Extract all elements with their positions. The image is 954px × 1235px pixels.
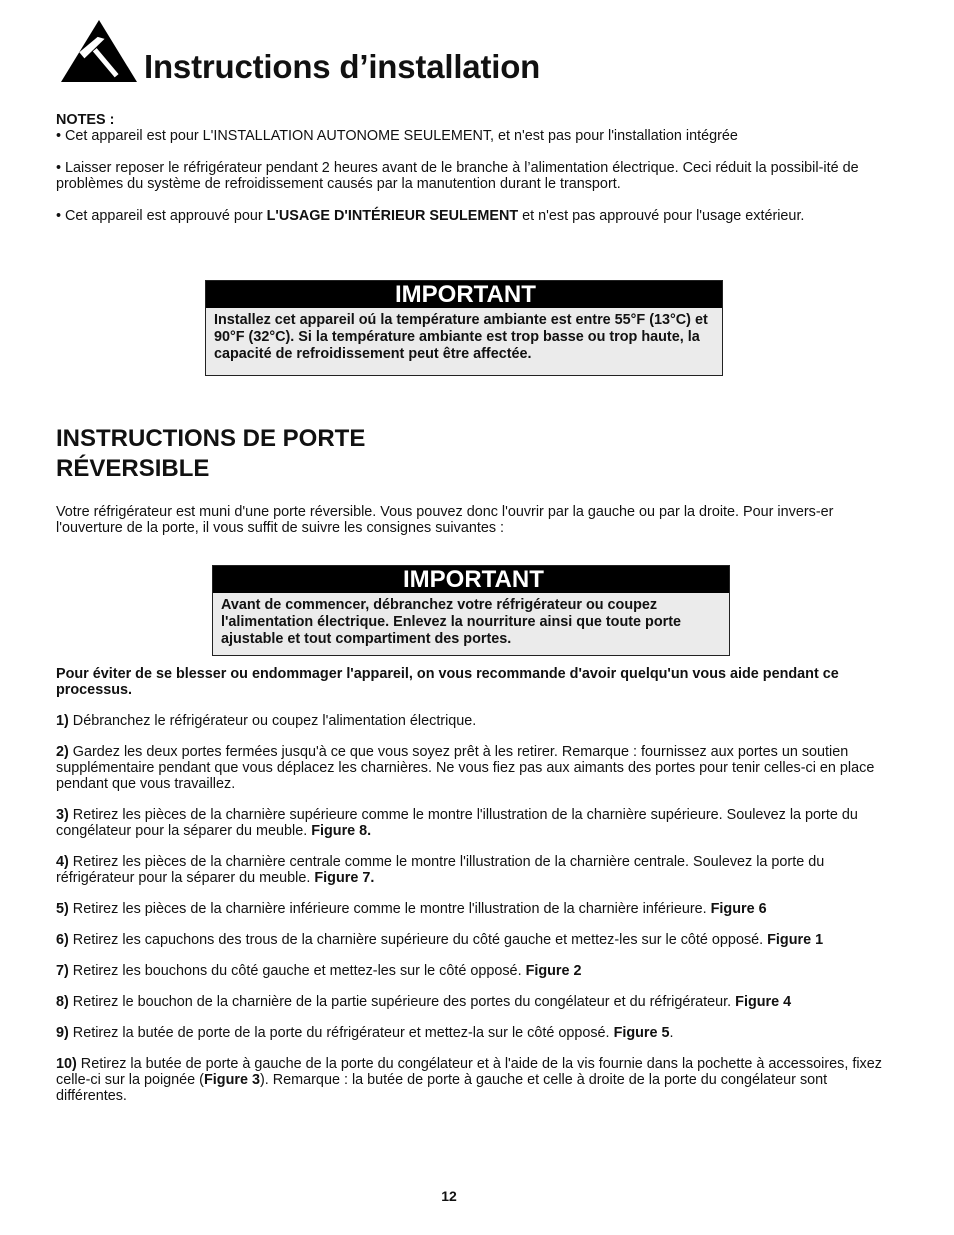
section-title-line: RÉVERSIBLE <box>56 455 210 482</box>
step-text: Gardez les deux portes fermées jusqu'à ce que vous soyez prêt à les retirer. Remarque : fournissez aux portes un soutien supplémentaire pendant que vous déplacez les charnières. Ne vous fiez pas aux aimants des portes pour tenir celles-ci en place pendant que vous travaillez. <box>56 744 875 792</box>
note-item: • Cet appareil est pour L'INSTALLATION AUTONOME SEULEMENT, et n'est pas pour l'installation intégrée <box>56 128 738 144</box>
step-item <box>56 963 901 979</box>
step-number: 10) <box>56 1056 77 1072</box>
step-item <box>56 854 901 886</box>
step-item <box>56 1056 901 1104</box>
step-text: Retirez la butée de porte de la porte du réfrigérateur et mettez-la sur le côté opposé. <box>68 1025 614 1041</box>
important-text: Installez cet appareil oú la température ambiante est entre 55°F (13°C) et 90°F (32°C). Si la température ambiante est trop basse ou trop haute, la capacité de refroidissement peut être affectée. <box>214 312 708 362</box>
step-number: 3) <box>56 807 69 823</box>
step-number: 5) <box>56 901 69 917</box>
figure-reference: Figure 6 <box>710 901 767 917</box>
step-number: 9) <box>56 1025 69 1041</box>
step-text: Retirez le bouchon de la charnière de la partie supérieure des portes du congélateur et du réfrigérateur. <box>68 994 736 1010</box>
step-text: Retirez les pièces de la charnière supérieure comme le montre l'illustration de la charnière supérieure. Soulevez la porte du congélateur pour la séparer du meuble. <box>56 807 858 839</box>
step-number: 8) <box>56 994 69 1010</box>
figure-reference: Figure 8. <box>311 823 372 839</box>
figure-reference: Figure 3 <box>203 1072 260 1088</box>
step-item <box>56 932 901 948</box>
figure-reference: Figure 2 <box>525 963 582 979</box>
note-emphasis: L'USAGE D'INTÉRIEUR SEULEMENT <box>266 208 519 224</box>
figure-reference: Figure 7. <box>314 870 375 886</box>
page-title: Instructions d’installation <box>144 48 541 85</box>
note-text: et n'est pas approuvé pour l'usage extérieur. <box>518 208 805 224</box>
step-number: 2) <box>56 744 69 760</box>
step-number: 4) <box>56 854 69 870</box>
hammer-warning-icon <box>61 20 137 82</box>
step-number: 6) <box>56 932 69 948</box>
step-text: Retirez les bouchons du côté gauche et mettez-les sur le côté opposé. <box>68 963 526 979</box>
step-text: Retirez les capuchons des trous de la charnière supérieure du côté gauche et mettez-les sur le côté opposé. <box>68 932 768 948</box>
important-box-temperature <box>205 280 723 376</box>
section-intro: Votre réfrigérateur est muni d'une porte réversible. Vous pouvez donc l'ouvrir par la gauche ou par la droite. Pour invers-er l'ouverture de la porte, il vous suffit de suivre les consignes suivantes : <box>56 504 834 536</box>
section-title-line: INSTRUCTIONS DE PORTE <box>56 425 366 452</box>
safety-warning-text: Pour éviter de se blesser ou endommager l'appareil, on vous recommande d'avoir quelqu'un vous aide pendant ce processus. <box>56 666 839 698</box>
step-item <box>56 744 901 792</box>
step-item <box>56 713 901 729</box>
important-label: IMPORTANT <box>213 566 729 593</box>
note-item: • Laisser reposer le réfrigérateur pendant 2 heures avant de le branche à l’alimentation électrique. Ceci réduit la possibil-ité de problèmes du système de refroidissement causés par la manutention durant le transport. <box>56 160 859 192</box>
step-text: Retirez la butée de porte à gauche de la porte du congélateur et à l'aide de la vis fournie dans la pochette à accessoires, fixez celle-ci sur la poignée ( <box>56 1056 882 1088</box>
figure-reference: Figure 5 <box>613 1025 670 1041</box>
step-item <box>56 994 901 1010</box>
step-text: Retirez les pièces de la charnière inférieure comme le montre l'illustration de la charnière inférieure. <box>68 901 711 917</box>
notes-section <box>56 112 901 240</box>
section-title <box>56 424 365 484</box>
page-number: 12 <box>441 1188 457 1204</box>
safety-warning <box>56 666 901 698</box>
step-item <box>56 1025 901 1041</box>
note-item <box>56 208 901 224</box>
step-text: Retirez les pièces de la charnière centrale comme le montre l'illustration de la charnière centrale. Soulevez la porte du réfrigérateur pour la séparer du meuble. <box>56 854 825 886</box>
important-label: IMPORTANT <box>206 281 722 308</box>
figure-reference: Figure 1 <box>767 932 824 948</box>
steps-list <box>56 666 901 1119</box>
step-item <box>56 807 901 839</box>
step-text: ). Remarque : la butée de porte à gauche et celle à droite de la porte du congélateur sont différentes. <box>56 1072 828 1104</box>
step-text: . <box>669 1025 674 1041</box>
step-number: 7) <box>56 963 69 979</box>
step-text: Débranchez le réfrigérateur ou coupez l'alimentation électrique. <box>68 713 477 729</box>
step-number: 1) <box>56 713 69 729</box>
figure-reference: Figure 4 <box>735 994 792 1010</box>
note-text: • Cet appareil est approuvé pour <box>56 208 267 224</box>
step-item <box>56 901 901 917</box>
important-text: Avant de commencer, débranchez votre réfrigérateur ou coupez l'alimentation électrique. Enlevez la nourriture ainsi que toute porte ajustable et tout compartiment des portes. <box>221 597 682 647</box>
important-box-unplug <box>212 565 730 656</box>
notes-heading: NOTES : <box>56 112 115 128</box>
